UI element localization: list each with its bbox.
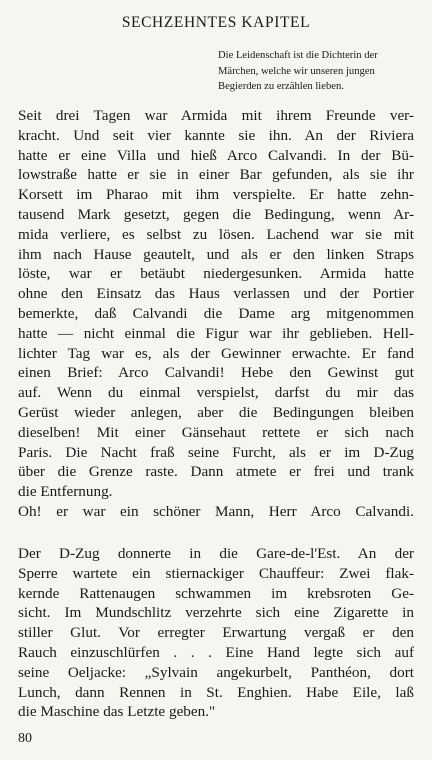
text-line: Der D-Zug donnerte in die Gare-de-l'Est. An der <box>18 545 414 562</box>
epigraph <box>218 48 424 95</box>
page-number: 80 <box>18 731 32 746</box>
text-line: ihm nach Hause geautelt, und als er den linken Straps <box>18 245 414 263</box>
paragraph-2 <box>18 544 414 722</box>
text-line: einen Brief: Arco Calvandi! Hebe den Gewinst gut <box>18 364 414 382</box>
text-line: hatte — nicht einmal die Figur war ihr geblieben. Hell- <box>18 324 414 342</box>
text-line: Gerüst wieder anlegen, aber die Bedingungen bleiben <box>18 403 414 421</box>
text-line: Paris. Die Nacht fraß seine Furcht, als er im D-Zug <box>18 443 414 461</box>
text-line: Oh! er war ein schöner Mann, Herr Arco Calvandi. <box>18 502 414 520</box>
text-line: die Maschine das Letzte geben." <box>18 703 216 721</box>
text-line: über die Grenze raste. Dann atmete er frei und trank <box>18 463 414 481</box>
text-line: Rauch einzuschlürfen . . . Eine Hand legte sich auf <box>18 643 414 661</box>
epigraph-line: Begierden zu erzählen lieben. <box>218 81 344 93</box>
text-line: bemerkte, daß Calvandi die Dame arg mitgenommen <box>18 304 414 322</box>
text-line: löste, war er betäubt niedergesunken. Armida hatte <box>18 265 414 283</box>
text-line: kracht. Und seit vier kannte sie ihn. An der Riviera <box>18 126 414 144</box>
paragraph-1 <box>18 106 414 522</box>
text-line: kernde Rattenaugen schwammen im krebsroten Ge- <box>18 584 414 602</box>
chapter-title: SECHZEHNTES KAPITEL <box>121 14 311 31</box>
epigraph-line: Märchen, welche wir unseren jungen <box>218 65 375 77</box>
text-line: seine Oeljacke: „Sylvain angekurbelt, Panthéon, dort <box>18 663 414 681</box>
epigraph-line: Die Leidenschaft ist die Dichterin der <box>218 50 378 61</box>
text-line: Sperre wartete ein stiernackiger Chauffeur: Zwei flak- <box>18 564 414 582</box>
text-line: hatte er eine Villa und hieß Arco Calvandi. In der Bü- <box>18 146 414 164</box>
text-line: die Entfernung. <box>18 483 113 501</box>
text-line: tausend Mark gesetzt, gegen die Bedingung, wenn Ar- <box>18 205 414 223</box>
text-line: auf. Wenn du einmal verspielst, darfst du mir das <box>18 384 414 402</box>
text-line: Korsett im Pharao mit ihm verspielte. Er hatte zehn- <box>18 186 414 204</box>
text-line: dieselben! Mit einer Gänsehaut rettete er sich nach <box>18 423 414 441</box>
text-line: lowstraße hatte er sie in einer Bar gefunden, als sie ihr <box>18 166 414 184</box>
text-line: lichter Tag war es, als der Gewinner erwachte. Er fand <box>18 344 414 362</box>
text-line: Seit drei Tagen war Armida mit ihrem Freunde ver- <box>18 107 414 124</box>
text-line: mida verliere, es selbst zu lösen. Lachend war sie mit <box>18 225 414 243</box>
text-line: Lunch, dann Rennen in St. Enghien. Habe Eile, laß <box>18 683 414 701</box>
text-line: stiller Glut. Vor erregter Erwartung vergaß er den <box>18 624 414 642</box>
text-line: sicht. Im Mundschlitz verzehrte sich eine Zigarette in <box>18 604 414 622</box>
text-line: ohne den Einsatz das Haus verlassen und der Portier <box>18 285 414 303</box>
